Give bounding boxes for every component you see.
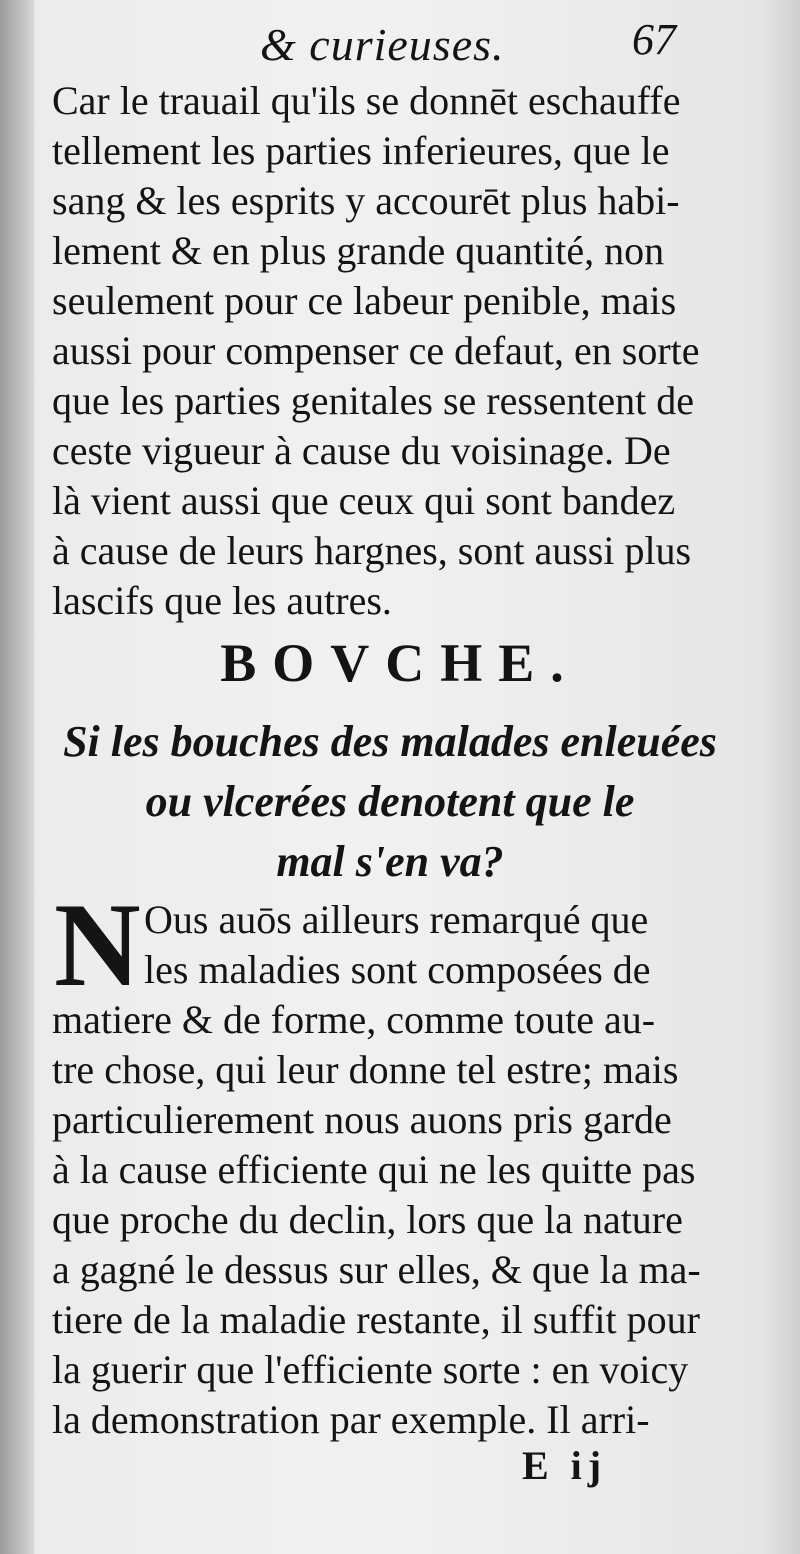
question-line: Si les bouches des malades enleuées [63,717,717,766]
text-line: lascifs que les autres. [52,578,392,623]
text-line: lement & en plus grande quantité, non [52,228,665,273]
text-line: matiere & de forme, comme toute au- [52,997,656,1042]
text-line: Ous auōs ailleurs remarqué que [144,897,649,942]
section-question [40,712,740,892]
text-line: la guerir que l'efficiente sorte : en voicy [52,1347,689,1392]
paragraph-2 [52,895,701,1445]
text-line: tre chose, qui leur donne tel estre; mais [52,1047,679,1092]
text-line: a gagné le dessus sur elles, & que la ma- [52,1247,701,1292]
text-line: que les parties genitales se ressentent de [52,378,694,423]
question-line: mal s'en va? [276,837,504,886]
section-heading: BOVCHE. [220,633,580,693]
text-line: seulement pour ce labeur penible, mais [52,278,677,323]
text-line: ceste vigueur à cause du voisinage. De [52,428,671,473]
text-line: sang & les esprits y accourēt plus habi- [52,178,680,223]
text-line: tellement les parties inferieures, que le [52,128,670,173]
signature-mark: E ij [522,1443,608,1488]
text-line: les maladies sont composées de [144,947,651,992]
text-line: la demonstration par exemple. Il arri- [52,1397,650,1442]
text-line: aussi pour compenser ce defaut, en sorte [52,328,700,373]
text-line: à cause de leurs hargnes, sont aussi plus [52,528,692,573]
page-gutter-shadow [0,0,34,1554]
text-line: que proche du declin, lors que la nature [52,1197,683,1242]
drop-cap: N [54,878,141,1011]
text-line: là vient aussi que ceux qui sont bandez [52,478,676,523]
text-line: tiere de la maladie restante, il suffit pour [52,1297,700,1342]
running-head: & curieuses. [260,19,505,70]
text-line: Car le trauail qu'ils se donnēt eschauffe [52,78,681,123]
paragraph-1 [52,76,700,626]
page-number: 67 [632,15,676,64]
text-line: à la cause efficiente qui ne les quitte pas [52,1147,696,1192]
question-line: ou vlcerées denotent que le [145,777,635,826]
text-line: particulierement nous auons pris garde [52,1097,672,1142]
page-header [60,14,760,74]
